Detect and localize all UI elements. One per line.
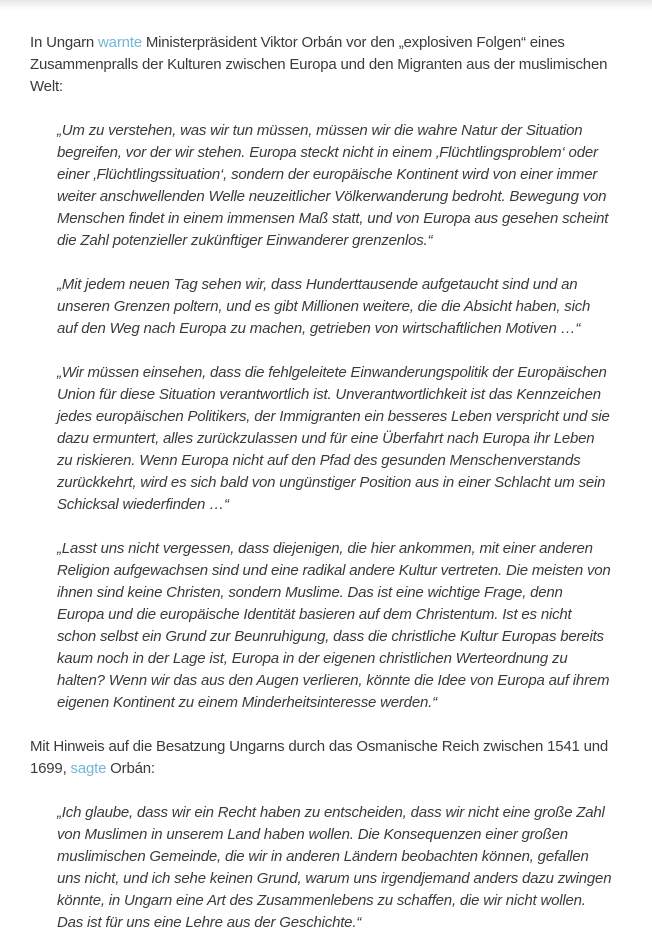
inline-link[interactable]: warnte <box>98 34 142 51</box>
header-bottom-shadow <box>0 0 652 10</box>
paragraph-text: Mit Hinweis auf die Besatzung Ungarns durch das Osmanische Reich zwischen 1541 und 1699, <box>30 738 609 777</box>
blockquote-text: „Um zu verstehen, was wir tun müssen, müssen wir die wahre Natur der Situation begreifen, vor der wir stehen. Europa steckt nicht in einem ‚Flüchtlingsproblem‘ oder einer ‚Flüchtlingssituation‘, sondern der europäische Kontinent wird von einer immer weiter anschwellenden Welle neuzeitlicher Völkerwanderung bedroht. Bewegung von Menschen findet in einem immensen Maß statt, und von Europa aus gesehen scheint die Zahl potenzieller zukünftiger Einwanderer grenzenlos.“ <box>57 122 609 249</box>
paragraph <box>30 736 612 780</box>
inline-link[interactable]: sagte <box>70 760 107 777</box>
blockquote <box>57 274 612 340</box>
article-body <box>0 10 652 934</box>
paragraph-text: Orbán: <box>106 760 155 777</box>
blockquote-text: „Mit jedem neuen Tag sehen wir, dass Hunderttausende aufgetaucht sind und an unseren Grenzen poltern, und es gibt Millionen weitere, die die Absicht haben, sich auf den Weg nach Europa zu machen, getrieben von wirtschaftlichen Motiven …“ <box>57 276 591 337</box>
paragraph <box>30 32 612 98</box>
blockquote-text: „Wir müssen einsehen, dass die fehlgeleitete Einwanderungspolitik der Europäischen Union für diese Situation verantwortlich ist. Unverantwortlichkeit ist das Kennzeichen jedes europäischen Politikers, der Immigranten ein besseres Leben verspricht und sie dazu ermuntert, alles zurückzulassen und für eine Überfahrt nach Europa ihr Leben zu riskieren. Wenn Europa nicht auf den Pfad des gesunden Menschenverstands zurückkehrt, wird es sich bald von ungünstiger Position aus in einer Schlacht um sein Schicksal wiederfinden …“ <box>57 364 610 513</box>
blockquote-text: „Lasst uns nicht vergessen, dass diejenigen, die hier ankommen, mit einer anderen Religion aufgewachsen sind und eine radikal andere Kultur vertreten. Die meisten von ihnen sind keine Christen, sondern Muslime. Das ist eine wichtige Frage, denn Europa und die europäische Identität basieren auf dem Christentum. Ist es nicht schon selbst ein Grund zur Beunruhigung, dass die christliche Kultur Europas bereits kaum noch in der Lage ist, Europa in der eigenen christlichen Werteordnung zu halten? Wenn wir das aus den Augen verlieren, könnte die Idee von Europa auf ihrem eigenen Kontinent zu einem Minderheitsinteresse werden.“ <box>57 540 611 711</box>
paragraph-text: Ministerpräsident Viktor Orbán vor den „explosiven Folgen“ eines Zusammenpralls der Kulturen zwischen Europa und den Migranten aus der muslimischen Welt: <box>30 34 608 95</box>
blockquote <box>57 120 612 252</box>
blockquote <box>57 362 612 516</box>
blockquote <box>57 802 612 934</box>
paragraph-text: In Ungarn <box>30 34 99 51</box>
blockquote-text: „Ich glaube, dass wir ein Recht haben zu entscheiden, dass wir nicht eine große Zahl von Muslimen in unserem Land haben wollen. Die Konsequenzen einer großen muslimischen Gemeinde, die wir in anderen Ländern beobachten können, gefallen uns nicht, und ich sehe keinen Grund, warum uns irgendjemand anders dazu zwingen könnte, in Ungarn eine Art des Zusammenlebens zu schaffen, die wir nicht wollen. Das ist für uns eine Lehre aus der Geschichte.“ <box>57 804 612 931</box>
blockquote <box>57 538 612 714</box>
